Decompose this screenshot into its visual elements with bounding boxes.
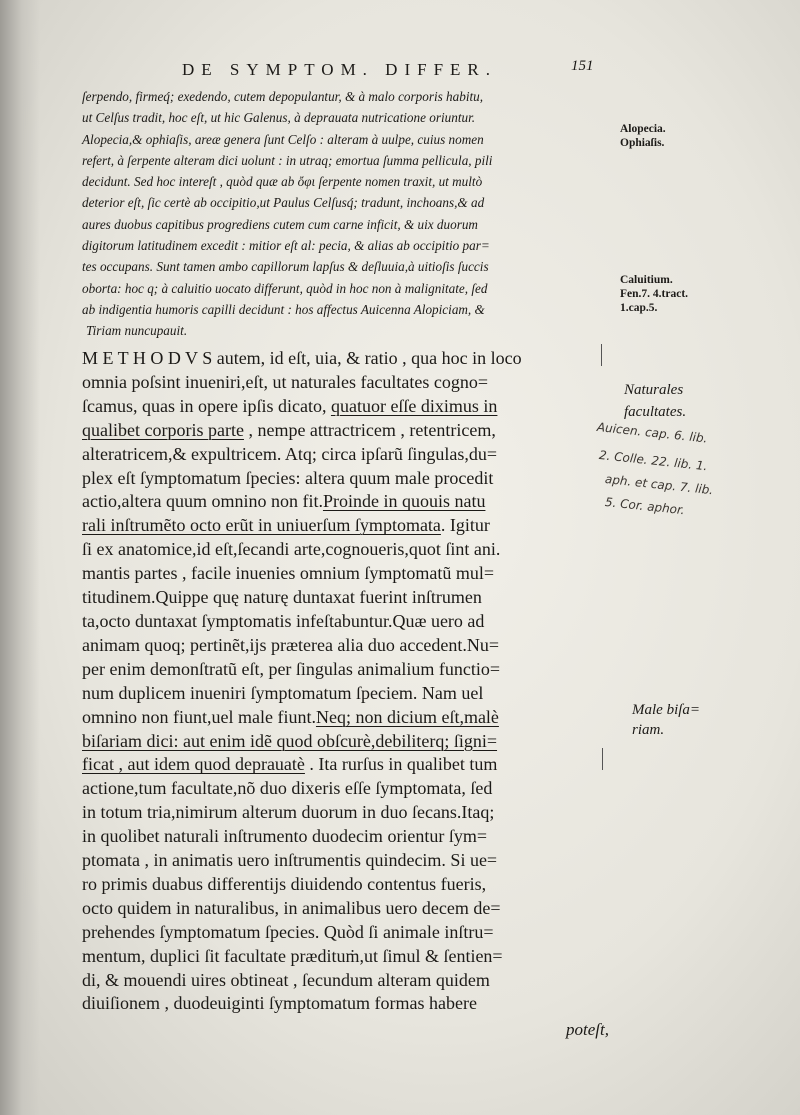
text-run: animam quoq; pertinẽt,ijs præterea alia duo accedent.Nu= xyxy=(82,634,500,655)
commentary-line: tes occupans. Sunt tamen ambo capillorum lapſus & deſluuia,à uitioſis ſuccis xyxy=(82,259,489,275)
underlined-passage: quatuor eſſe diximus in xyxy=(330,395,498,416)
running-head: DE SYMPTOM. DIFFER. xyxy=(182,60,498,79)
text-run: actione,tum facultate,nõ duo dixeris eſſe ſymptomata, ſed xyxy=(82,778,493,799)
main-text-line xyxy=(82,969,612,993)
main-text-line xyxy=(82,514,612,538)
commentary-line: Alopecia,& ophiaſis, areæ genera ſunt Celſo : alteram à uulpe, cuius nomen xyxy=(82,131,484,147)
text-run: . Ita rurſus in qualibet tum xyxy=(304,754,498,775)
main-text-line xyxy=(82,371,612,395)
text-run: omnia poſsint inueniri,eſt, ut naturales facultates cogno= xyxy=(82,371,489,392)
text-run: di, & mouendi uires obtineat , ſecundum alteram quidem xyxy=(82,969,490,990)
binding-gutter xyxy=(0,0,40,1115)
text-run: mantis partes , facile inuenies omnium ſymptomatũ mul= xyxy=(82,563,495,584)
main-text-line xyxy=(82,347,612,371)
commentary-line: deterior eſt, ſic certè ab occipitio,ut Paulus Celſusq́; tradunt, inchoans,& ad xyxy=(82,195,485,211)
main-text-line xyxy=(82,849,612,873)
main-text-line xyxy=(82,945,612,969)
italic-commentary xyxy=(82,86,602,342)
commentary-line: ſerpendo, firmeq́; exedendo, cutem depopulantur, & à malo corporis habitu, xyxy=(82,89,484,104)
text-run: in totum tria,nimirum alterum duorum in duo ſecans.Itaq; xyxy=(82,802,495,823)
text-run: M E T H O D V S autem, id eſt, uia, & ratio , qua hoc in loco xyxy=(82,348,522,368)
commentary-line: oborta: hoc q; à caluitio uocato differunt, quòd in hoc non à malignitate, ſed xyxy=(82,280,488,296)
main-text-line xyxy=(82,443,612,467)
main-text-line xyxy=(82,634,612,658)
main-text-line xyxy=(82,562,612,586)
main-text-line xyxy=(82,586,612,610)
text-run: titudinem.Quippe quę naturę duntaxat fuerint inſtrumen xyxy=(82,587,482,608)
text-run: alteratricem,& expultricem. Atq; circa ipſarũ ſingulas,du= xyxy=(82,443,498,464)
text-run: ta,octo duntaxat ſymptomatis infeſtabuntur.Quæ uero ad xyxy=(82,610,485,631)
margin-note-riam: riam. xyxy=(632,722,665,738)
text-run: , nempe attractricem , retentricem, xyxy=(243,419,496,440)
margin-note-fen: Fen.7. 4.tract. xyxy=(620,288,689,300)
text-run: ſcamus, quas in opere ipſis dicato, xyxy=(82,395,331,416)
main-text xyxy=(82,347,612,1016)
margin-tick xyxy=(601,344,602,366)
catchword: poteſt, xyxy=(566,1020,609,1039)
margin-note-male: Male biſa= xyxy=(632,702,701,718)
underlined-passage: Proinde in quouis natu xyxy=(322,491,486,512)
underlined-passage: Neq; non dicium eſt,malè xyxy=(315,706,499,727)
commentary-line: ut Celſus tradit, hoc eſt, ut hic Galenus, à deprauata nutricatione oriuntur. xyxy=(82,110,476,126)
main-text-line xyxy=(82,730,612,754)
text-run: octo quidem in naturalibus, in animalibus uero decem de= xyxy=(82,897,501,918)
main-text-line xyxy=(82,610,612,634)
handwritten-note: 5. Cor. aphor. xyxy=(604,494,686,518)
commentary-line: refert, à ſerpente alteram dici uolunt : in utraq; emortua ſumma pellicula, pili xyxy=(82,152,493,168)
text-run: diuiſionem , duodeuiginti ſymptomatum formas habere xyxy=(82,993,477,1014)
text-run: ptomata , in animatis uero inſtrumentis quindecim. Si ue= xyxy=(82,850,498,871)
commentary-line: aures duobus capitibus progrediens cutem cum carne inficit, & uix duorum xyxy=(82,216,478,232)
margin-note-ophiasis: Ophiaſis. xyxy=(620,137,665,149)
margin-note-cap: 1.cap.5. xyxy=(620,302,658,314)
margin-tick xyxy=(602,748,603,770)
main-text-line xyxy=(82,873,612,897)
handwritten-note: Auicen. cap. 6. lib. xyxy=(596,419,709,446)
text-run: plex eſt ſymptomatum ſpecies: altera quum male procedit xyxy=(82,467,494,488)
commentary-line: ab indigentia humoris capilli decidunt : hos affectus Auicenna Alopiciam, & xyxy=(82,301,485,317)
text-run: num duplicem inueniri ſymptomatum ſpeciem. Nam uel xyxy=(82,682,484,703)
underlined-passage: rali inſtrumẽto octo erũt in uniuerſum ſymptomata xyxy=(82,515,441,536)
main-text-line xyxy=(82,706,612,730)
commentary-line: decidunt. Sed hoc intereſt , quòd quæ ab ὄφι ſerpente nomen traxit, ut multò xyxy=(82,174,483,190)
text-run: omnino non fiunt,uel male fiunt. xyxy=(82,706,316,727)
text-run: in quolibet naturali inſtrumento duodecim orientur ſym= xyxy=(82,826,488,847)
underlined-passage: biſariam dici: aut enim idẽ quod obſcurè,debiliterq; ſigni= xyxy=(82,730,498,751)
margin-note-alopecia: Alopecia. xyxy=(620,123,666,135)
main-text-line xyxy=(82,682,612,706)
margin-note-caluitium: Caluitium. xyxy=(620,274,673,286)
margin-note-facultates: facultates. xyxy=(624,404,687,420)
underlined-passage: qualibet corporis parte xyxy=(82,419,244,440)
text-run: . Igitur xyxy=(440,515,490,536)
main-text-line xyxy=(82,753,612,777)
main-text-line xyxy=(82,419,612,443)
margin-note-naturales: Naturales xyxy=(624,382,684,398)
main-text-line xyxy=(82,658,612,682)
text-run: actio,altera quum omnino non fit. xyxy=(82,491,323,512)
page-number: 151 xyxy=(571,58,594,74)
main-text-line xyxy=(82,825,612,849)
main-text-line xyxy=(82,490,612,514)
main-text-line xyxy=(82,921,612,945)
text-run: ro primis duabus differentijs diuidendo contentus fueris, xyxy=(82,873,487,894)
underlined-passage: ficat , aut idem quod deprauatè xyxy=(82,754,305,775)
text-run: per enim demonſtratũ eſt, per ſingulas animalium functio= xyxy=(82,658,501,679)
commentary-line: Tiriam nuncupauit. xyxy=(86,323,188,339)
main-text-line xyxy=(82,801,612,825)
main-text-line xyxy=(82,992,612,1016)
text-run: ſi ex anatomice,id eſt,ſecandi arte,cognoueris,quot ſint ani. xyxy=(82,539,501,560)
handwritten-note: 2. Colle. 22. lib. 1. xyxy=(598,447,709,474)
commentary-line: digitorum latitudinem excedit : mitior eſt al: pecia, & alias ab occipitio par= xyxy=(82,238,490,254)
main-text-line xyxy=(82,395,612,419)
main-text-line xyxy=(82,467,612,491)
main-text-line xyxy=(82,777,612,801)
main-text-line xyxy=(82,897,612,921)
main-text-line xyxy=(82,538,612,562)
text-run: prehendes ſymptomatum ſpecies. Quòd ſi animale inſtru= xyxy=(82,921,494,942)
text-run: mentum, duplici ſit facultate prædituṁ,ut ſimul & ſentien= xyxy=(82,945,503,966)
handwritten-note: aph. et cap. 7. lib. xyxy=(604,471,714,498)
